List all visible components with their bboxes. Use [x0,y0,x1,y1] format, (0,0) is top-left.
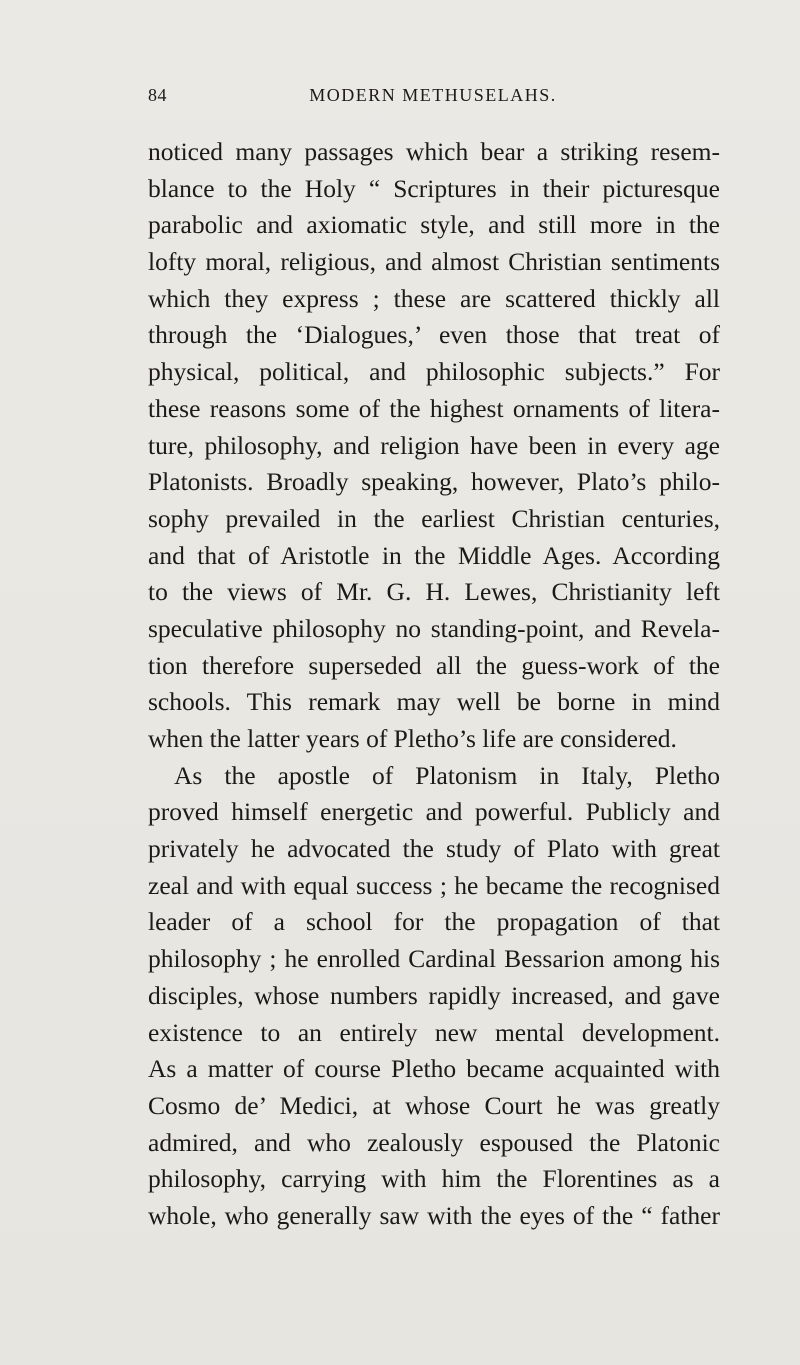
text-line: which they express ; these are scattered thickly all [148,283,720,313]
text-line: As a matter of course Pletho became acquainted with [148,1054,720,1084]
text-line: disciples, whose numbers rapidly increased, and gave [148,980,720,1010]
text-line: blance to the Holy “ Scriptures in their picturesque [148,173,720,203]
text-line: tion therefore superseded all the guess-work of the [148,650,720,680]
text-line: these reasons some of the highest ornaments of litera- [148,393,720,423]
body-text [148,134,720,1235]
running-title: MODERN METHUSELAHS. [309,85,557,105]
text-line: Cosmo de’ Medici, at whose Court he was greatly [148,1090,720,1120]
text-line: admired, and who zealously espoused the Platonic [148,1127,720,1157]
running-head [148,85,718,115]
text-line: physical, political, and philosophic subjects.” For [148,357,720,387]
text-line: philosophy, carrying with him the Florentines as a [148,1164,720,1194]
text-line: to the views of Mr. G. H. Lewes, Christianity left [148,577,720,607]
text-line: schools. This remark may well be borne in mind [148,687,720,717]
text-line: lofty moral, religious, and almost Christian sentiments [148,247,720,277]
text-line: zeal and with equal success ; he became the recognised [148,870,720,900]
text-line: whole, who generally saw with the eyes of the “ father [148,1200,720,1230]
text-line: philosophy ; he enrolled Cardinal Bessarion among his [148,944,720,974]
text-line: As the apostle of Platonism in Italy, Pletho [174,760,720,790]
text-line: Platonists. Broadly speaking, however, Plato’s philo- [148,467,720,497]
text-line: and that of Aristotle in the Middle Ages. According [148,540,720,570]
text-line: when the latter years of Pletho’s life are considered. [148,724,677,753]
text-line: ture, philosophy, and religion have been in every age [148,430,720,460]
text-line: speculative philosophy no standing-point, and Revela- [148,613,720,643]
text-line: parabolic and axiomatic style, and still more in the [148,210,720,240]
text-line: privately he advocated the study of Plato with great [148,834,720,864]
text-line: existence to an entirely new mental development. [148,1017,720,1047]
text-line: through the ‘Dialogues,’ even those that treat of [148,320,720,350]
page-number: 84 [148,85,167,105]
text-line: sophy prevailed in the earliest Christian centuries, [148,503,720,533]
text-line: noticed many passages which bear a striking resem- [148,137,720,166]
text-line: leader of a school for the propagation of that [148,907,720,937]
text-line: proved himself energetic and powerful. Publicly and [148,797,720,827]
